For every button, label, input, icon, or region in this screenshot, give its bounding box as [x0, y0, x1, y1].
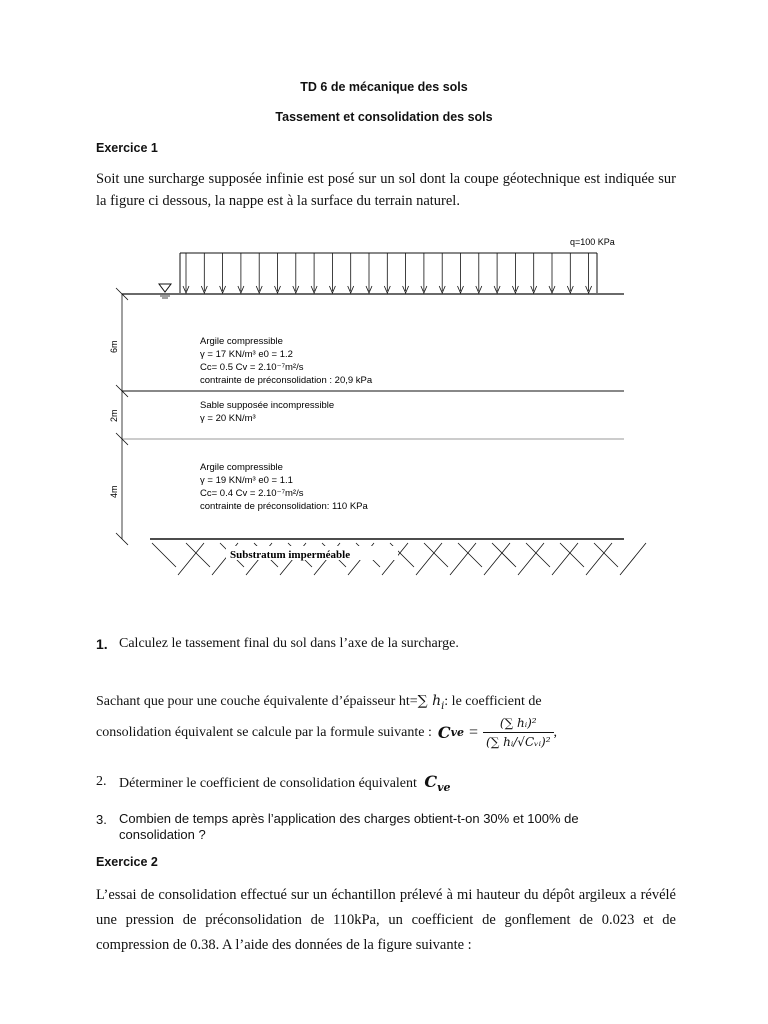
hatch-stroke	[560, 543, 612, 575]
soil-profile-figure	[0, 225, 768, 590]
cve-symbol: C	[437, 722, 451, 742]
question1-number: 1.	[96, 636, 108, 652]
question3-line1: Combien de temps après l’application des charges obtient-t-on 30% et 100% de	[119, 811, 579, 826]
page-title: TD 6 de mécanique des sols	[300, 80, 468, 94]
layer2-props1: γ = 20 KN/m³	[200, 413, 256, 424]
formula-line-2: consolidation équivalent se calcule par la formule suivante : C ve = $\frac{\text{(∑ hᵢ)²}}{\text{(∑ hᵢ/√Cᵥᵢ)²}}$ ,	[96, 716, 557, 749]
question3-line2: consolidation ?	[119, 827, 206, 842]
distributed-load	[180, 253, 597, 293]
substratum-label: Substratum imperméable	[230, 549, 351, 561]
question3-number: 3.	[96, 812, 107, 827]
exercise1-heading: Exercice 1	[96, 141, 158, 155]
layer2-name: Sable supposée incompressible	[200, 400, 335, 411]
layer2-thickness: 2m	[109, 409, 119, 422]
hatch-stroke	[492, 543, 544, 575]
page-subtitle: Tassement et consolidation des sols	[275, 110, 493, 124]
question2-number: 2.	[96, 774, 107, 789]
cve-symbol-inline: C	[424, 772, 438, 791]
water-table-icon	[158, 284, 172, 298]
fraction-denominator: (∑ hᵢ/√Cᵥᵢ)²	[486, 735, 551, 749]
layer3-name: Argile compressible	[200, 462, 283, 473]
sum-h-symbol: ∑ h	[417, 693, 442, 709]
question1-text: Calculez le tassement final du sol dans l’axe de la surcharge.	[119, 636, 459, 651]
exercise1-intro: Soit une surcharge supposée infinie est posé sur un sol dont la coupe géotechnique est indiquée sur la figure ci dessous, la nappe est à la surface du terrain naturel.	[96, 171, 676, 209]
layer3-props1: γ = 19 KN/m³ e0 = 1.1	[200, 475, 293, 486]
exercise2-heading: Exercice 2	[96, 855, 158, 869]
layer1-props1: γ = 17 KN/m³ e0 = 1.2	[200, 349, 293, 360]
formula-line2-text: consolidation équivalent se calcule par la formule suivante :	[96, 724, 432, 740]
question3-text	[119, 811, 579, 843]
layer3-props2: Cc= 0.4 Cv = 2.10⁻⁷m²/s	[200, 488, 304, 499]
hatch-stroke	[152, 543, 204, 575]
layer1-thickness: 6m	[109, 340, 119, 353]
formula-line1-text-a: Sachant que pour une couche équivalente d’épaisseur ht=	[96, 694, 418, 709]
question2-label: Déterminer le coefficient de consolidation équivalent	[119, 776, 417, 791]
hatch-stroke	[458, 543, 510, 575]
cve-fraction	[483, 714, 553, 751]
layer1-props2: Cc= 0.5 Cv = 2.10⁻⁷m²/s	[200, 362, 304, 373]
layer1-props3: contrainte de préconsolidation : 20,9 kPa	[200, 375, 373, 386]
layer3-props3: contrainte de préconsolidation: 110 KPa	[200, 501, 368, 512]
layer3-thickness: 4m	[109, 485, 119, 498]
fraction-numerator: (∑ hᵢ)²	[483, 714, 553, 733]
hatch-stroke	[424, 543, 476, 575]
hatch-stroke	[594, 543, 646, 575]
formula-line-1: Sachant que pour une couche équivalente d’épaisseur ht=∑ $h_i$: le coefficient de	[96, 693, 542, 712]
formula-line1-text-c: : le coefficient de	[444, 694, 542, 709]
exercise2-text: L’essai de consolidation effectué sur un échantillon prélevé à mi hauteur du dépôt argileux a révélé une pression de préconsolidation de 110kPa, un coefficient de gonflement de 0.023 et de compression de 0.38. A l’aide des données de la figure suivante :	[96, 887, 676, 953]
question2-text: Déterminer le coefficient de consolidation équivalent $C_{ve}$	[119, 772, 451, 794]
hatch-stroke	[526, 543, 578, 575]
layer1-name: Argile compressible	[200, 336, 283, 347]
load-label: q=100 KPa	[570, 237, 615, 247]
